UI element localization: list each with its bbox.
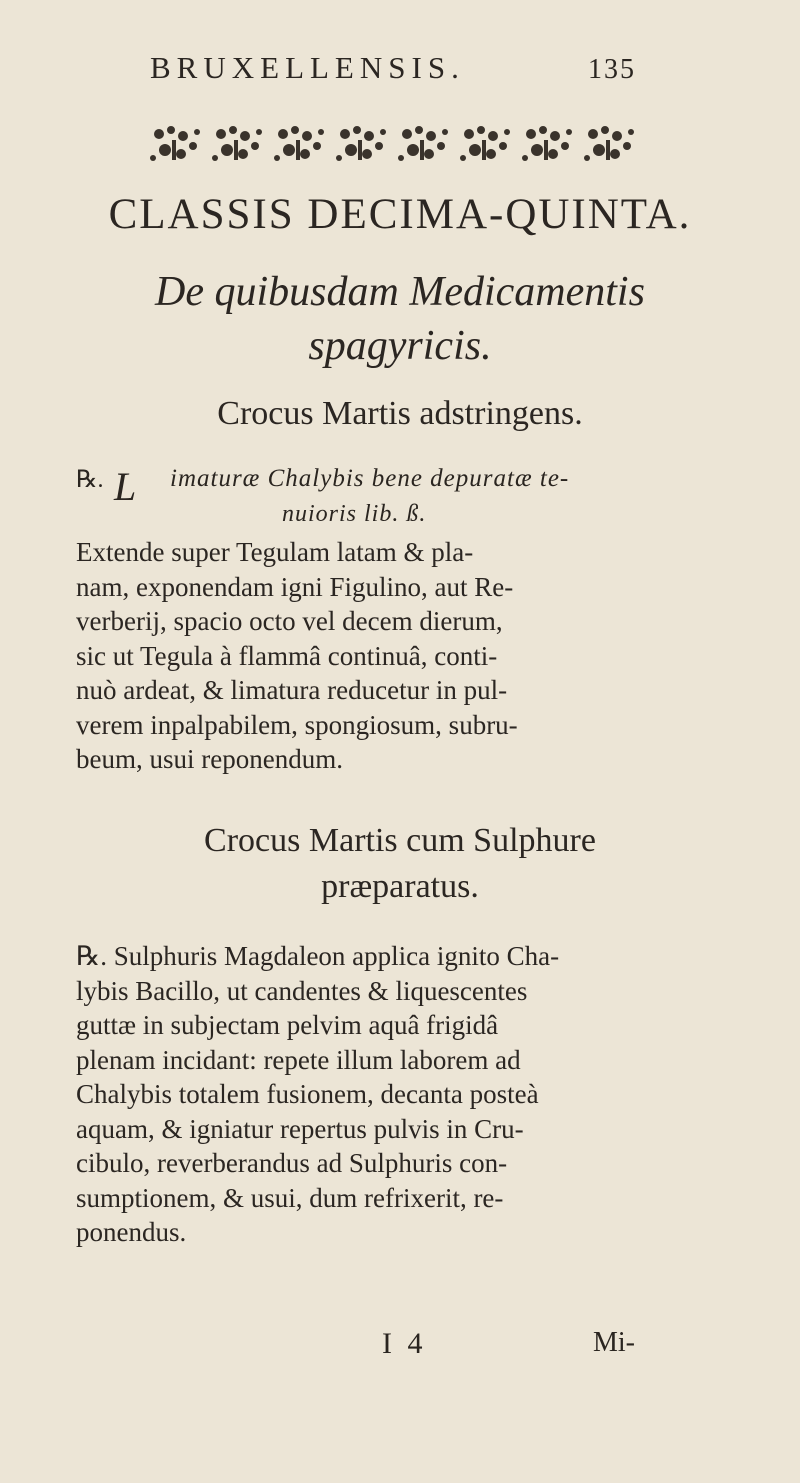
text-line: plenam incidant: repete illum laborem ad (76, 1044, 521, 1075)
recipe-line-2: nuioris lib. ß. (282, 501, 427, 527)
subtitle-line-1: De quibusdam Medicamentis (155, 269, 645, 315)
text-line: verberij, spacio octo vel decem dierum, (76, 606, 503, 636)
page-number: 135 (588, 54, 636, 85)
running-head: BRUXELLENSIS. (150, 50, 465, 85)
recipe-line-1: imaturæ Chalybis bene depuratæ te- (170, 465, 570, 492)
paragraph-2 (76, 939, 716, 1250)
text-line: guttæ in subjectam pelvim aquâ frigidâ (76, 1010, 499, 1040)
text-line: verem inpalpabilem, spongiosum, subru- (76, 709, 518, 740)
text-line: ℞. Sulphuris Magdaleon applica ignito Cha- (76, 941, 560, 971)
chapter-title: CLASSIS DECIMA-QUINTA. (108, 191, 692, 238)
text-line: ponendus. (76, 1217, 187, 1247)
text-line: nam, exponendam igni Figulino, aut Re- (76, 571, 514, 602)
section-heading-2-line-2: præparatus. (321, 868, 479, 905)
text-line: lybis Bacillo, ut candentes & liquescentes (76, 975, 528, 1006)
recipe-opening (76, 464, 696, 527)
paragraph-1 (76, 535, 716, 777)
fleuron-ornament-band (145, 120, 665, 168)
text-line: cibulo, reverberandus ad Sulphuris con- (76, 1148, 508, 1178)
recipe-symbol: ℞. (76, 467, 104, 493)
section-heading-2-line-1: Crocus Martis cum Sulphure (204, 822, 596, 859)
text-line: Chalybis totalem fusionem, decanta posteà (76, 1079, 539, 1109)
subtitle-line-2: spagyricis. (308, 323, 492, 369)
drop-cap-letter: L (114, 464, 137, 509)
signature-mark: I 4 (382, 1327, 427, 1360)
text-line: Extende super Tegulam latam & pla- (76, 537, 474, 567)
section-heading-1: Crocus Martis adstringens. (217, 395, 583, 432)
text-line: beum, usui reponendum. (76, 744, 343, 774)
catchword: Mi- (593, 1327, 635, 1358)
page-footer (0, 1327, 800, 1367)
text-line: sic ut Tegula à flammâ continuâ, conti- (76, 640, 498, 671)
page-header (0, 50, 800, 90)
text-line: sumptionem, & usui, dum refrixerit, re- (76, 1182, 504, 1213)
text-line: aquam, & igniatur repertus pulvis in Cru- (76, 1113, 524, 1144)
text-line: nuò ardeat, & limatura reducetur in pul- (76, 675, 508, 705)
